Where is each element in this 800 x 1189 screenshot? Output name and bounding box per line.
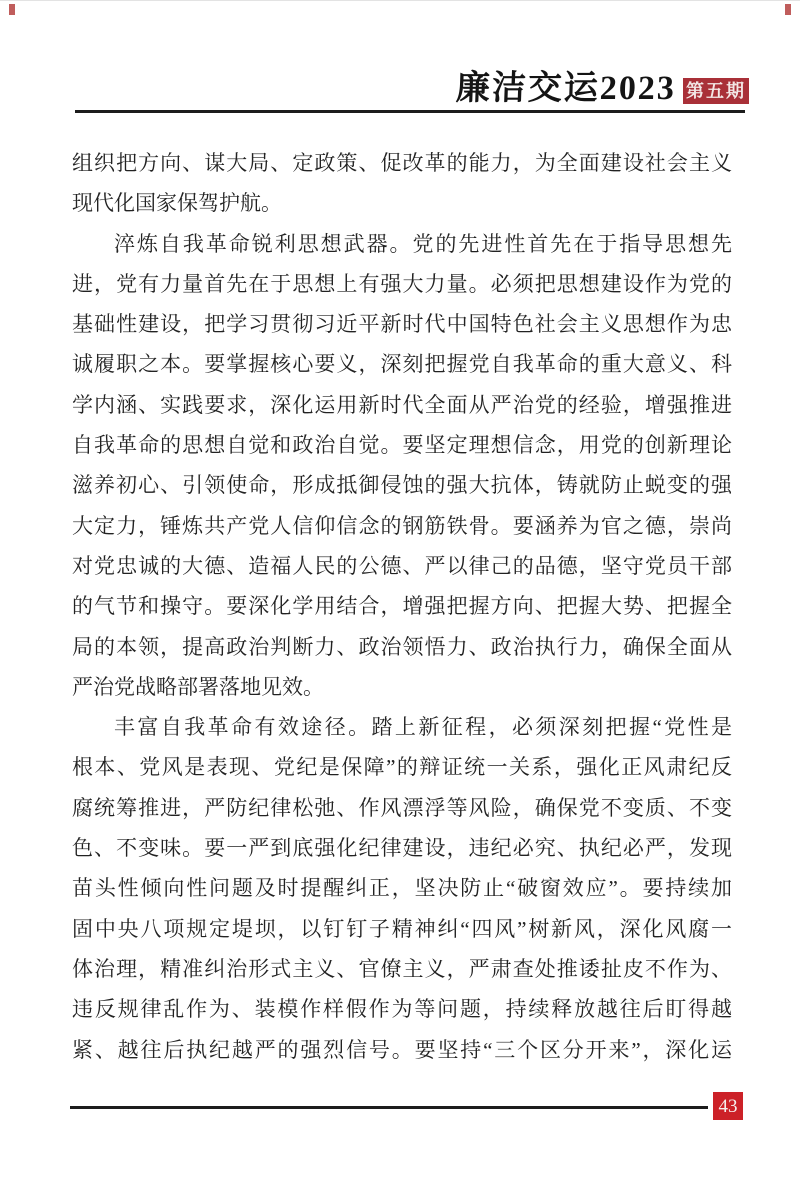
text-line: 根本、党风是表现、党纪是保障”的辩证统一关系，强化正风肃纪反 — [72, 755, 732, 780]
registration-mark-icon — [785, 4, 791, 15]
text-line: 违反规律乱作为、装模作样假作为等问题，持续释放越往后盯得越 — [72, 997, 732, 1022]
scan-edge-artifact — [0, 0, 800, 1]
text-line: 局的本领，提高政治判断力、政治领悟力、政治执行力，确保全面从 — [72, 634, 732, 659]
text-line: 的气节和操守。要深化学用结合，增强把握方向、把握大势、把握全 — [72, 594, 732, 619]
text-line: 滋养初心、引领使命，形成抵御侵蚀的强大抗体，铸就防止蜕变的强 — [72, 473, 732, 498]
text-line: 进，党有力量首先在于思想上有强大力量。必须把思想建设作为党的 — [72, 271, 732, 296]
text-line: 现代化国家保驾护航。 — [72, 191, 282, 216]
text-line: 淬炼自我革命锐利思想武器。党的先进性首先在于指导思想先 — [114, 231, 732, 256]
header-rule — [75, 110, 745, 113]
text-line: 丰富自我革命有效途径。踏上新征程，必须深刻把握“党性是 — [114, 715, 732, 740]
text-line: 组织把方向、谋大局、定政策、促改革的能力，为全面建设社会主义 — [72, 151, 732, 175]
text-line: 苗头性倾向性问题及时提醒纠正，坚决防止“破窗效应”。要持续加 — [72, 876, 732, 901]
issue-badge: 第五期 — [683, 78, 749, 104]
text-line: 基础性建设，把学习贯彻习近平新时代中国特色社会主义思想作为忠 — [72, 312, 732, 337]
footer-rule — [70, 1106, 708, 1109]
masthead-title: 廉洁交运2023 — [455, 70, 677, 107]
text-line: 对党忠诚的大德、造福人民的公德、严以律己的品德，坚守党员干部 — [72, 553, 732, 578]
text-line: 大定力，锤炼共产党人信仰信念的钢筋铁骨。要涵养为官之德，崇尚 — [72, 513, 732, 538]
registration-mark-icon — [9, 4, 15, 15]
text-line: 紧、越往后执纪越严的强烈信号。要坚持“三个区分开来”，深化运 — [72, 1037, 732, 1062]
text-line: 严治党战略部署落地见效。 — [72, 674, 324, 699]
article-body — [72, 143, 732, 1070]
text-line: 体治理，精准纠治形式主义、官僚主义，严肃查处推诿扯皮不作为、 — [72, 956, 732, 981]
text-line: 诚履职之本。要掌握核心要义，深刻把握党自我革命的重大意义、科 — [72, 352, 732, 377]
text-line: 自我革命的思想自觉和政治自觉。要坚定理想信念，用党的创新理论 — [72, 433, 732, 458]
text-line: 腐统筹推进，严防纪律松弛、作风漂浮等风险，确保党不变质、不变 — [72, 795, 732, 820]
text-line: 学内涵、实践要求，深化运用新时代全面从严治党的经验，增强推进 — [72, 392, 732, 417]
text-line: 色、不变味。要一严到底强化纪律建设，违纪必究、执纪必严，发现 — [72, 836, 732, 861]
text-line: 固中央八项规定堤坝，以钉钉子精神纠“四风”树新风，深化风腐一 — [72, 916, 732, 941]
page-number-badge: 43 — [713, 1092, 743, 1120]
